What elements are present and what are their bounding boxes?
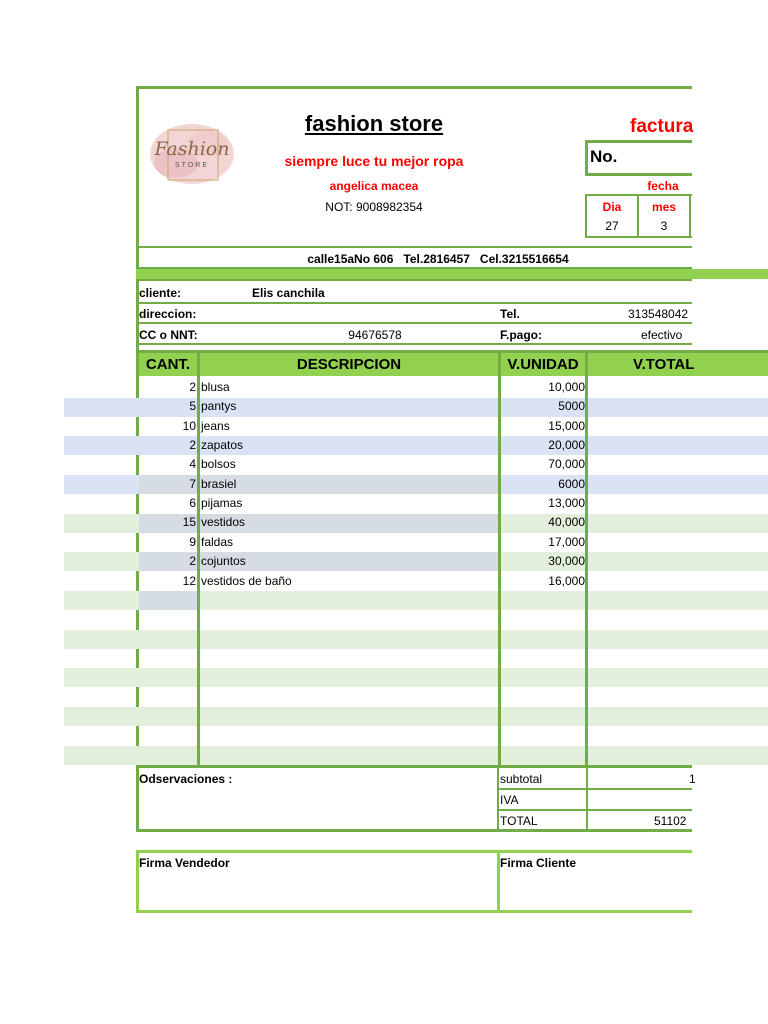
frame-top-border	[136, 86, 692, 89]
client-row-line-1	[136, 302, 692, 304]
header-total-text: V.TOTAL	[633, 356, 695, 373]
row-unit-price: 13,000	[548, 496, 585, 511]
number-label: No.	[590, 147, 618, 166]
row-qty: 4	[189, 457, 196, 472]
totals-line-1	[497, 788, 692, 790]
store-owner: angelica macea	[329, 179, 419, 193]
col-border-unit	[585, 353, 588, 767]
store-logo	[146, 118, 238, 188]
row-description: faldas	[201, 534, 234, 549]
row-description: pijamas	[201, 496, 243, 511]
totals-bottom	[136, 829, 692, 832]
row-qty: 2	[189, 380, 196, 394]
totals-col-left	[497, 765, 499, 832]
col-border-qty	[197, 353, 200, 767]
store-slogan: siempre luce tu mejor ropa	[284, 153, 464, 169]
month-label: mes	[651, 200, 677, 214]
client-row-line-2	[136, 322, 692, 324]
id-value: 94676578	[348, 328, 402, 342]
signature-top	[136, 850, 692, 853]
row-unit-price: 6000	[558, 476, 585, 491]
signature-bottom	[136, 910, 692, 913]
client-section-line	[136, 279, 692, 281]
header-description: DESCRIPCION	[200, 353, 498, 376]
row-qty: 12	[182, 573, 196, 588]
client-section-bar	[136, 269, 768, 279]
row-qty: 2	[189, 438, 196, 453]
row-unit-price: 70,000	[548, 457, 585, 472]
row-shade	[139, 591, 197, 610]
address-line: calle15aNo 606 Tel.2816457 Cel.3215516654	[307, 252, 569, 266]
row-qty: 6	[189, 496, 196, 511]
totals-line-2	[497, 809, 692, 811]
date-label: fecha	[647, 179, 679, 193]
row-qty: 15	[182, 515, 196, 530]
payment-label: F.pago:	[500, 328, 542, 342]
tel-value: 313548042	[628, 307, 689, 321]
row-band	[64, 707, 768, 726]
number-box-bottom	[585, 173, 692, 176]
row-qty: 10	[182, 418, 196, 433]
client-row-line-3	[136, 343, 692, 345]
row-description: cojuntos	[201, 554, 246, 569]
date-box-left	[585, 194, 587, 238]
row-description: pantys	[201, 399, 237, 414]
row-unit-price: 10,000	[548, 380, 585, 394]
row-unit-price: 30,000	[548, 554, 585, 569]
iva-label: IVA	[500, 793, 519, 807]
row-qty: 5	[189, 399, 196, 414]
header-total-price	[588, 353, 768, 376]
seller-signature-label: Firma Vendedor	[139, 856, 230, 870]
row-unit-price: 40,000	[548, 515, 585, 530]
client-signature-label: Firma Cliente	[500, 856, 577, 870]
logo-text-store: STORE	[175, 162, 209, 169]
row-description: vestidos de baño	[201, 573, 292, 588]
total-value: 51102	[654, 814, 687, 828]
row-description: zapatos	[201, 438, 244, 453]
invoice-label: factura	[630, 116, 694, 137]
row-description: blusa	[201, 380, 230, 394]
row-unit-price: 20,000	[548, 438, 585, 453]
store-nit: NOT: 9008982354	[325, 200, 423, 214]
totals-col-mid	[586, 765, 588, 832]
row-qty: 9	[189, 534, 196, 549]
date-box-bottom	[585, 236, 692, 238]
totals-top	[136, 765, 692, 768]
day-label: Dia	[602, 200, 622, 214]
observations-label: Odservaciones :	[139, 772, 233, 786]
logo-text-fashion: Fashion	[154, 138, 230, 160]
row-unit-price: 15,000	[548, 418, 585, 433]
header-qty: CANT.	[139, 353, 197, 376]
date-box-divider	[637, 194, 639, 238]
row-qty: 2	[189, 554, 196, 569]
number-box-left	[585, 140, 588, 176]
payment-value: efectivo	[641, 328, 683, 342]
row-band	[64, 668, 768, 687]
address-label: direccion:	[139, 307, 197, 321]
id-label: CC o NNT:	[139, 328, 198, 342]
subtotal-value: 1	[689, 772, 696, 786]
row-description: brasiel	[201, 476, 237, 491]
store-name: fashion store	[304, 111, 444, 136]
number-box-top	[585, 140, 692, 143]
date-box-right	[689, 194, 691, 238]
row-description: jeans	[201, 418, 230, 433]
client-value: Elis canchila	[252, 286, 325, 300]
row-unit-price: 5000	[558, 399, 585, 414]
row-band	[64, 630, 768, 649]
row-qty: 7	[189, 476, 196, 491]
day-value: 27	[605, 219, 619, 233]
address-line-top	[136, 246, 692, 248]
total-label: TOTAL	[500, 814, 538, 828]
row-band	[64, 746, 768, 765]
header-unit-price: V.UNIDAD	[501, 353, 585, 376]
month-value: 3	[660, 219, 668, 233]
client-label: cliente:	[139, 286, 182, 300]
row-unit-price: 16,000	[548, 573, 585, 588]
row-description: vestidos	[201, 515, 246, 530]
row-unit-price: 17,000	[548, 534, 585, 549]
subtotal-label: subtotal	[500, 772, 543, 786]
tel-label: Tel.	[500, 307, 520, 321]
row-description: bolsos	[201, 457, 236, 472]
